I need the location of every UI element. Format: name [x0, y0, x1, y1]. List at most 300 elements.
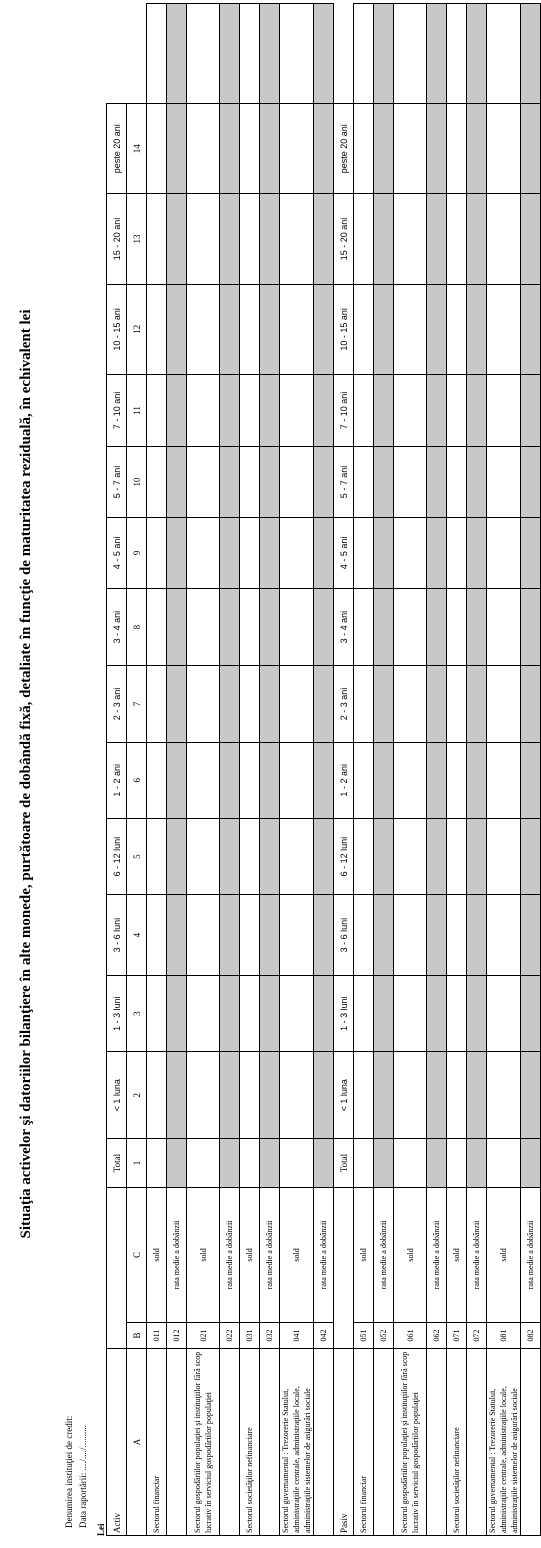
value-cell [314, 1139, 334, 1187]
row-indicator: sold [447, 1187, 467, 1322]
header-bucket: 4 - 5 ani [107, 517, 127, 588]
value-cell [167, 1052, 187, 1139]
value-cell[interactable] [354, 588, 374, 665]
value-cell [220, 588, 240, 665]
value-cell [260, 1052, 280, 1139]
column-number: 3 [127, 975, 147, 1051]
row-description [220, 1348, 240, 1535]
row-indicator: rata medie a dobânzii [374, 1187, 394, 1322]
row-description [467, 1348, 487, 1535]
value-cell[interactable] [487, 1139, 521, 1187]
value-cell [521, 895, 541, 976]
pasiv-header-bucket: 3 - 4 ani [334, 588, 354, 665]
value-cell[interactable] [187, 742, 220, 818]
value-cell[interactable] [487, 588, 521, 665]
table-row [354, 4, 374, 1536]
value-cell[interactable] [354, 446, 374, 517]
value-cell [167, 4, 187, 104]
row-code: 032 [260, 1323, 280, 1349]
table-row [147, 4, 167, 1536]
value-cell [220, 975, 240, 1051]
value-cell[interactable] [240, 895, 260, 976]
value-cell [220, 1139, 240, 1187]
value-cell[interactable] [487, 374, 521, 446]
value-cell[interactable] [280, 194, 314, 284]
value-cell [374, 374, 394, 446]
value-cell[interactable] [280, 374, 314, 446]
value-cell[interactable] [447, 284, 467, 374]
value-cell[interactable] [487, 975, 521, 1051]
value-cell[interactable] [354, 742, 374, 818]
value-cell[interactable] [187, 284, 220, 374]
value-cell[interactable] [147, 895, 167, 976]
value-cell[interactable] [147, 1052, 167, 1139]
value-cell[interactable] [394, 374, 427, 446]
value-cell [521, 818, 541, 894]
table-row [187, 4, 220, 1536]
table-row [374, 4, 394, 1536]
row-code: 012 [167, 1323, 187, 1349]
value-cell[interactable] [447, 818, 467, 894]
value-cell[interactable] [447, 742, 467, 818]
value-cell [374, 4, 394, 104]
value-cell[interactable] [240, 588, 260, 665]
page-title: Situaţia activelor şi datoriilor bilanţiere în alte monede, purtătoare de dobândă fixă, detaliate în funcţie de maturitatea reziduală, în echivalent lei [18, 309, 34, 1239]
row-code: 081 [487, 1323, 521, 1349]
value-cell [220, 374, 240, 446]
value-cell[interactable] [394, 517, 427, 588]
value-cell[interactable] [354, 818, 374, 894]
value-cell[interactable] [487, 818, 521, 894]
value-cell [467, 742, 487, 818]
value-cell [314, 284, 334, 374]
value-cell[interactable] [240, 666, 260, 742]
row-code: 082 [521, 1323, 541, 1349]
row-code: 061 [394, 1323, 427, 1349]
value-cell[interactable] [487, 895, 521, 976]
header-bucket: 2 - 3 ani [107, 666, 127, 742]
table-row [240, 4, 260, 1536]
report-date-label: Data raportării: ..../..../.......... [78, 1425, 88, 1528]
value-cell[interactable] [280, 446, 314, 517]
value-cell[interactable] [147, 104, 167, 194]
value-cell[interactable] [147, 975, 167, 1051]
value-cell [314, 975, 334, 1051]
value-cell [167, 742, 187, 818]
value-cell [374, 666, 394, 742]
value-cell [374, 1139, 394, 1187]
column-number: 1 [127, 1139, 147, 1187]
value-cell [427, 194, 447, 284]
row-description: Sectorul financiar [147, 1348, 167, 1535]
row-code: 042 [314, 1323, 334, 1349]
value-cell[interactable] [280, 517, 314, 588]
value-cell[interactable] [280, 975, 314, 1051]
header-bucket: 6 - 12 luni [107, 818, 127, 894]
value-cell[interactable] [354, 194, 374, 284]
table-row [314, 4, 334, 1536]
table-row [394, 4, 427, 1536]
row-description: Sectorul guvernamental : Trezorerie Statului, administraţiile centrale, administraţiile locale, administraţiile sistemelor de asigurări sociale [280, 1348, 314, 1535]
value-cell[interactable] [280, 4, 314, 104]
value-cell[interactable] [240, 104, 260, 194]
row-description: Sectorul societăţilor nefinanciare [447, 1348, 467, 1535]
header-total: Total [107, 1139, 127, 1187]
pasiv-header-bucket: < 1 luna [334, 1052, 354, 1139]
value-cell[interactable] [280, 895, 314, 976]
value-cell [521, 194, 541, 284]
row-description [374, 1348, 394, 1535]
row-indicator: rata medie a dobânzii [427, 1187, 447, 1322]
value-cell [374, 284, 394, 374]
table-row [280, 4, 314, 1536]
value-cell [314, 666, 334, 742]
value-cell[interactable] [394, 975, 427, 1051]
value-cell [314, 742, 334, 818]
value-cell [374, 818, 394, 894]
value-cell [374, 194, 394, 284]
value-cell[interactable] [447, 1052, 467, 1139]
value-cell[interactable] [354, 1052, 374, 1139]
value-cell[interactable] [394, 104, 427, 194]
pasiv-header-total: Total [334, 1139, 354, 1187]
value-cell[interactable] [280, 666, 314, 742]
header-filler [334, 1187, 354, 1348]
column-number: 6 [127, 742, 147, 818]
row-indicator: rata medie a dobânzii [521, 1187, 541, 1322]
value-cell [260, 742, 280, 818]
value-cell[interactable] [240, 374, 260, 446]
value-cell[interactable] [280, 104, 314, 194]
row-code: 062 [427, 1323, 447, 1349]
value-cell[interactable] [354, 895, 374, 976]
value-cell [220, 742, 240, 818]
column-number: 9 [127, 517, 147, 588]
value-cell[interactable] [240, 1139, 260, 1187]
value-cell [374, 895, 394, 976]
column-number: 2 [127, 1052, 147, 1139]
value-cell[interactable] [354, 374, 374, 446]
row-code: 031 [240, 1323, 260, 1349]
value-cell [467, 517, 487, 588]
value-cell [167, 284, 187, 374]
header-bucket: 5 - 7 ani [107, 446, 127, 517]
value-cell [314, 517, 334, 588]
row-indicator: sold [240, 1187, 260, 1322]
column-number: 5 [127, 818, 147, 894]
value-cell [220, 194, 240, 284]
value-cell[interactable] [187, 194, 220, 284]
value-cell[interactable] [447, 588, 467, 665]
value-cell [521, 666, 541, 742]
institution-label: Denumirea instituţiei de credit: [64, 1415, 74, 1528]
pasiv-label: Pasiv [334, 1348, 354, 1535]
table-row [521, 4, 541, 1536]
value-cell[interactable] [394, 284, 427, 374]
row-description [427, 1348, 447, 1535]
value-cell[interactable] [187, 517, 220, 588]
row-code: 071 [447, 1323, 467, 1349]
value-cell[interactable] [487, 446, 521, 517]
value-cell [467, 284, 487, 374]
value-cell[interactable] [394, 818, 427, 894]
value-cell [521, 1052, 541, 1139]
value-cell[interactable] [187, 374, 220, 446]
value-cell [427, 284, 447, 374]
value-cell [260, 194, 280, 284]
value-cell[interactable] [354, 4, 374, 104]
value-cell[interactable] [394, 194, 427, 284]
value-cell[interactable] [487, 666, 521, 742]
value-cell [427, 1139, 447, 1187]
value-cell [427, 446, 447, 517]
value-cell [220, 517, 240, 588]
value-cell [260, 588, 280, 665]
pasiv-header-bucket: peste 20 ani [334, 104, 354, 194]
value-cell [260, 895, 280, 976]
value-cell[interactable] [147, 4, 167, 104]
value-cell[interactable] [187, 666, 220, 742]
value-cell [427, 4, 447, 104]
value-cell [521, 104, 541, 194]
value-cell[interactable] [240, 284, 260, 374]
value-cell[interactable] [447, 446, 467, 517]
column-number: 14 [127, 104, 147, 194]
value-cell [374, 742, 394, 818]
value-cell[interactable] [187, 588, 220, 665]
value-cell[interactable] [487, 517, 521, 588]
value-cell[interactable] [240, 975, 260, 1051]
value-cell[interactable] [147, 588, 167, 665]
value-cell [260, 284, 280, 374]
row-indicator: sold [147, 1187, 167, 1322]
value-cell[interactable] [447, 194, 467, 284]
row-code: 041 [280, 1323, 314, 1349]
value-cell[interactable] [394, 742, 427, 818]
pasiv-header-bucket: 1 - 2 ani [334, 742, 354, 818]
column-number: 8 [127, 588, 147, 665]
value-cell[interactable] [187, 4, 220, 104]
header-bucket: 7 - 10 ani [107, 374, 127, 446]
value-cell[interactable] [240, 742, 260, 818]
table-row [487, 4, 521, 1536]
header-bucket: 3 - 4 ani [107, 588, 127, 665]
row-description: Sectorul financiar [354, 1348, 374, 1535]
value-cell[interactable] [394, 446, 427, 517]
value-cell [167, 517, 187, 588]
value-cell[interactable] [447, 975, 467, 1051]
value-cell[interactable] [280, 818, 314, 894]
value-cell [314, 374, 334, 446]
value-cell[interactable] [447, 374, 467, 446]
value-cell [220, 104, 240, 194]
value-cell[interactable] [240, 4, 260, 104]
pasiv-header-bucket: 10 - 15 ani [334, 284, 354, 374]
row-indicator: sold [187, 1187, 220, 1322]
value-cell[interactable] [187, 818, 220, 894]
value-cell [167, 895, 187, 976]
value-cell [374, 1052, 394, 1139]
row-code: 052 [374, 1323, 394, 1349]
value-cell[interactable] [187, 975, 220, 1051]
value-cell[interactable] [147, 818, 167, 894]
header-filler [107, 1187, 127, 1348]
pasiv-header-bucket: 3 - 6 luni [334, 895, 354, 976]
value-cell [260, 1139, 280, 1187]
value-cell[interactable] [447, 517, 467, 588]
value-cell[interactable] [187, 1052, 220, 1139]
value-cell [521, 975, 541, 1051]
value-cell[interactable] [187, 446, 220, 517]
row-indicator: rata medie a dobânzii [260, 1187, 280, 1322]
row-code: 011 [147, 1323, 167, 1349]
table-row [260, 4, 280, 1536]
value-cell [220, 446, 240, 517]
value-cell[interactable] [280, 1052, 314, 1139]
value-cell [167, 1139, 187, 1187]
value-cell[interactable] [147, 1139, 167, 1187]
value-cell[interactable] [394, 666, 427, 742]
value-cell [260, 818, 280, 894]
value-cell[interactable] [354, 975, 374, 1051]
row-code: 051 [354, 1323, 374, 1349]
pasiv-header-bucket: 7 - 10 ani [334, 374, 354, 446]
row-code: 022 [220, 1323, 240, 1349]
activ-label: Activ [107, 1348, 127, 1535]
value-cell [314, 818, 334, 894]
value-cell[interactable] [280, 742, 314, 818]
row-description: Sectorul gospodăriilor populaţiei şi instituţiilor fără scop lucrativ în serviciul gospodăriilor populaţiei [187, 1348, 220, 1535]
value-cell[interactable] [280, 588, 314, 665]
pasiv-header-bucket: 15 - 20 ani [334, 194, 354, 284]
value-cell [467, 975, 487, 1051]
value-cell [467, 588, 487, 665]
value-cell [521, 742, 541, 818]
header-bucket: 3 - 6 luni [107, 895, 127, 976]
table-row [167, 4, 187, 1536]
header-bucket: < 1 luna [107, 1052, 127, 1139]
value-cell[interactable] [447, 1139, 467, 1187]
value-cell[interactable] [487, 742, 521, 818]
currency-label: Lei [96, 1523, 106, 1536]
value-cell [167, 975, 187, 1051]
table-body [107, 4, 541, 1536]
value-cell[interactable] [354, 666, 374, 742]
maturity-table [106, 3, 541, 1536]
value-cell[interactable] [240, 446, 260, 517]
value-cell[interactable] [147, 374, 167, 446]
row-description: Sectorul societăţilor nefinanciare [240, 1348, 260, 1535]
value-cell[interactable] [147, 284, 167, 374]
value-cell[interactable] [394, 4, 427, 104]
header-row-activ [107, 4, 127, 1536]
row-indicator: rata medie a dobânzii [167, 1187, 187, 1322]
pasiv-header-bucket: 6 - 12 luni [334, 818, 354, 894]
value-cell [314, 895, 334, 976]
value-cell [220, 4, 240, 104]
value-cell [521, 284, 541, 374]
value-cell[interactable] [240, 818, 260, 894]
value-cell [467, 1139, 487, 1187]
pasiv-header-bucket: 2 - 3 ani [334, 666, 354, 742]
value-cell[interactable] [487, 1052, 521, 1139]
value-cell[interactable] [147, 446, 167, 517]
value-cell[interactable] [487, 284, 521, 374]
value-cell[interactable] [240, 517, 260, 588]
value-cell[interactable] [147, 517, 167, 588]
value-cell [427, 895, 447, 976]
value-cell [467, 666, 487, 742]
value-cell [167, 104, 187, 194]
table-row [447, 4, 467, 1536]
value-cell [167, 446, 187, 517]
value-cell[interactable] [280, 1139, 314, 1187]
value-cell[interactable] [447, 104, 467, 194]
value-cell [167, 588, 187, 665]
value-cell[interactable] [447, 895, 467, 976]
value-cell [521, 446, 541, 517]
pasiv-header-bucket: 4 - 5 ani [334, 517, 354, 588]
value-cell [521, 1139, 541, 1187]
row-indicator: rata medie a dobânzii [467, 1187, 487, 1322]
pasiv-header-bucket: 5 - 7 ani [334, 446, 354, 517]
value-cell [467, 374, 487, 446]
value-cell[interactable] [187, 895, 220, 976]
header-bucket: peste 20 ani [107, 104, 127, 194]
row-indicator: rata medie a dobânzii [314, 1187, 334, 1322]
table-row [427, 4, 447, 1536]
value-cell [167, 194, 187, 284]
row-description [260, 1348, 280, 1535]
value-cell [314, 104, 334, 194]
column-number: 7 [127, 666, 147, 742]
value-cell [467, 194, 487, 284]
value-cell[interactable] [354, 284, 374, 374]
value-cell[interactable] [487, 194, 521, 284]
value-cell[interactable] [187, 1139, 220, 1187]
value-cell[interactable] [447, 4, 467, 104]
value-cell [220, 895, 240, 976]
value-cell[interactable] [147, 666, 167, 742]
value-cell[interactable] [354, 1139, 374, 1187]
value-cell[interactable] [394, 588, 427, 665]
table-row [220, 4, 240, 1536]
value-cell[interactable] [447, 666, 467, 742]
col-c-label: C [127, 1187, 147, 1322]
value-cell [427, 104, 447, 194]
value-cell[interactable] [487, 104, 521, 194]
value-cell[interactable] [147, 742, 167, 818]
value-cell[interactable] [240, 194, 260, 284]
value-cell[interactable] [187, 104, 220, 194]
value-cell[interactable] [394, 895, 427, 976]
value-cell [260, 104, 280, 194]
value-cell[interactable] [487, 4, 521, 104]
value-cell[interactable] [147, 194, 167, 284]
value-cell[interactable] [354, 104, 374, 194]
value-cell[interactable] [394, 1052, 427, 1139]
value-cell [427, 374, 447, 446]
value-cell [220, 1052, 240, 1139]
value-cell[interactable] [354, 517, 374, 588]
value-cell [467, 446, 487, 517]
value-cell [167, 374, 187, 446]
value-cell[interactable] [394, 1139, 427, 1187]
value-cell [374, 517, 394, 588]
value-cell [427, 742, 447, 818]
value-cell[interactable] [240, 1052, 260, 1139]
value-cell[interactable] [280, 284, 314, 374]
